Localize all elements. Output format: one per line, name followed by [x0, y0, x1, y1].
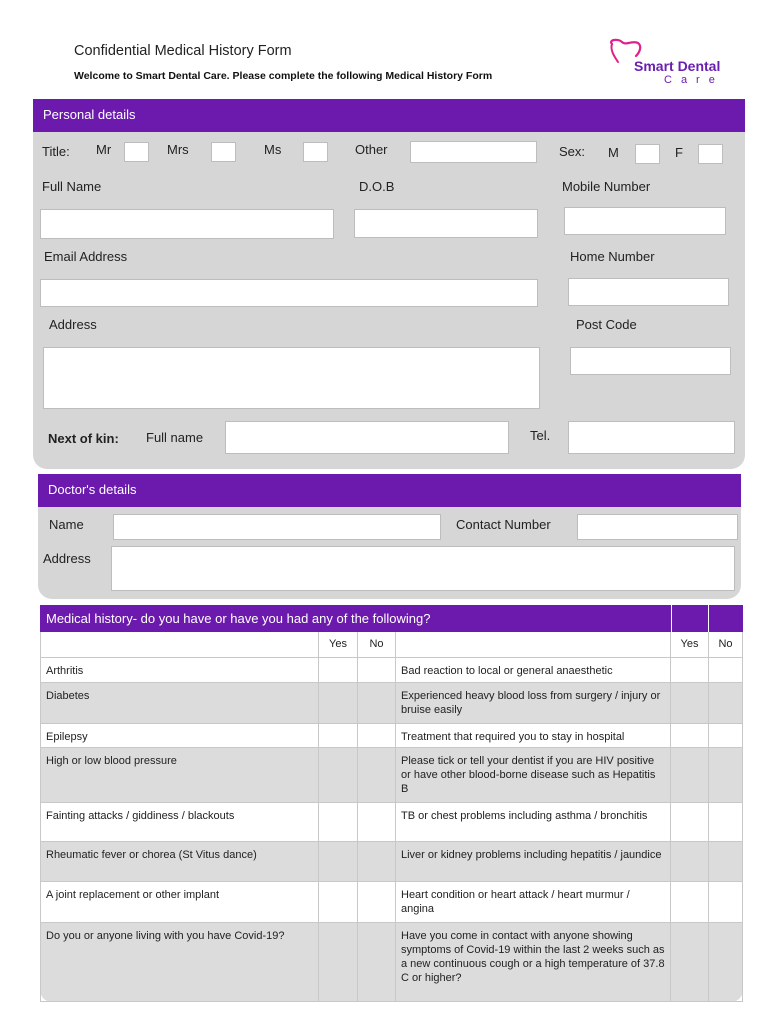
sex-male-label: M [608, 145, 619, 160]
no-checkbox[interactable] [709, 842, 743, 882]
yes-checkbox[interactable] [671, 842, 709, 882]
address-label: Address [49, 317, 97, 332]
yes-checkbox[interactable] [319, 803, 358, 842]
next-of-kin-tel-input[interactable] [568, 421, 735, 454]
column-header-blank [40, 632, 319, 658]
condition-left: A joint replacement or other implant [40, 882, 319, 923]
header-divider [708, 605, 709, 632]
title-ms-label: Ms [264, 142, 282, 157]
no-checkbox[interactable] [358, 803, 396, 842]
title-mrs-checkbox[interactable] [211, 142, 236, 162]
no-checkbox[interactable] [709, 683, 743, 724]
email-address-input[interactable] [40, 279, 538, 307]
no-checkbox[interactable] [358, 748, 396, 803]
no-checkbox[interactable] [358, 683, 396, 724]
form-title: Confidential Medical History Form [74, 43, 292, 59]
doctor-contact-label: Contact Number [456, 517, 551, 532]
condition-left: Epilepsy [40, 724, 319, 748]
next-of-kin-tel-label: Tel. [530, 428, 551, 443]
smart-dental-logo [606, 38, 731, 90]
condition-right: Heart condition or heart attack / heart murmur / angina [396, 882, 671, 923]
no-checkbox[interactable] [358, 842, 396, 882]
condition-left: High or low blood pressure [40, 748, 319, 803]
yes-checkbox[interactable] [671, 658, 709, 683]
column-header-row [40, 632, 743, 658]
no-checkbox[interactable] [358, 724, 396, 748]
personal-details-panel [33, 99, 745, 469]
title-mr-checkbox[interactable] [124, 142, 149, 162]
no-checkbox[interactable] [709, 923, 743, 1002]
title-mrs-label: Mrs [167, 142, 189, 157]
yes-checkbox[interactable] [319, 882, 358, 923]
yes-checkbox[interactable] [671, 683, 709, 724]
yes-checkbox[interactable] [319, 923, 358, 1002]
title-label: Title: [42, 144, 70, 159]
doctor-details-panel [38, 474, 741, 599]
full-name-input[interactable] [40, 209, 334, 239]
condition-left: Diabetes [40, 683, 319, 724]
column-header-no: No [709, 632, 743, 658]
doctor-name-input[interactable] [113, 514, 441, 540]
medical-history-table [40, 605, 743, 1002]
column-header-yes: Yes [319, 632, 358, 658]
no-checkbox[interactable] [709, 748, 743, 803]
table-row [40, 803, 743, 842]
yes-checkbox[interactable] [671, 803, 709, 842]
next-of-kin-label: Next of kin: [48, 431, 119, 446]
condition-right: Bad reaction to local or general anaesthetic [396, 658, 671, 683]
condition-left: Arthritis [40, 658, 319, 683]
post-code-label: Post Code [576, 317, 637, 332]
next-of-kin-name-input[interactable] [225, 421, 509, 454]
condition-right: Experienced heavy blood loss from surgery / injury or bruise easily [396, 683, 671, 724]
mobile-number-label: Mobile Number [562, 179, 651, 194]
table-row [40, 842, 743, 882]
title-other-label: Other [355, 142, 388, 157]
header-divider [671, 605, 672, 632]
table-row [40, 724, 743, 748]
doctor-name-label: Name [49, 517, 84, 532]
yes-checkbox[interactable] [671, 748, 709, 803]
yes-checkbox[interactable] [319, 842, 358, 882]
home-number-input[interactable] [568, 278, 729, 306]
no-checkbox[interactable] [709, 882, 743, 923]
table-row [40, 748, 743, 803]
condition-right: Liver or kidney problems including hepatitis / jaundice [396, 842, 671, 882]
no-checkbox[interactable] [358, 923, 396, 1002]
condition-right: TB or chest problems including asthma / bronchitis [396, 803, 671, 842]
form-subtitle: Welcome to Smart Dental Care. Please complete the following Medical History Form [74, 70, 493, 82]
no-checkbox[interactable] [709, 658, 743, 683]
sex-male-checkbox[interactable] [635, 144, 660, 164]
yes-checkbox[interactable] [671, 882, 709, 923]
yes-checkbox[interactable] [319, 748, 358, 803]
doctor-address-label: Address [43, 551, 91, 566]
condition-left: Do you or anyone living with you have Covid-19? [40, 923, 319, 1002]
condition-right: Have you come in contact with anyone showing symptoms of Covid-19 within the last 2 weeks such as a new continuous cough or a high temperature of 37.8 C or higher? [396, 923, 671, 1002]
column-header-blank [396, 632, 671, 658]
table-row [40, 882, 743, 923]
yes-checkbox[interactable] [671, 724, 709, 748]
medical-history-heading: Medical history- do you have or have you had any of the following? [46, 611, 431, 626]
doctor-address-input[interactable] [111, 546, 735, 591]
title-ms-checkbox[interactable] [303, 142, 328, 162]
no-checkbox[interactable] [709, 724, 743, 748]
doctor-contact-input[interactable] [577, 514, 738, 540]
column-header-no: No [358, 632, 396, 658]
title-mr-label: Mr [96, 142, 112, 157]
post-code-input[interactable] [570, 347, 731, 375]
email-address-label: Email Address [44, 249, 128, 264]
condition-right: Please tick or tell your dentist if you are HIV positive or have other blood-borne disease such as Hepatitis B [396, 748, 671, 803]
logo-name: Smart Dental [634, 58, 721, 74]
yes-checkbox[interactable] [319, 683, 358, 724]
condition-right: Treatment that required you to stay in hospital [396, 724, 671, 748]
table-row [40, 658, 743, 683]
sex-female-checkbox[interactable] [698, 144, 723, 164]
sex-female-label: F [675, 145, 683, 160]
table-row [40, 923, 743, 1002]
no-checkbox[interactable] [709, 803, 743, 842]
yes-checkbox[interactable] [319, 658, 358, 683]
logo-sub: Care [664, 74, 724, 86]
full-name-label: Full Name [42, 179, 102, 194]
dob-label: D.O.B [359, 179, 395, 194]
condition-left: Fainting attacks / giddiness / blackouts [40, 803, 319, 842]
column-header-yes: Yes [671, 632, 709, 658]
next-of-kin-name-label: Full name [146, 430, 204, 445]
table-row [40, 683, 743, 724]
mobile-number-input[interactable] [564, 207, 726, 235]
yes-checkbox[interactable] [319, 724, 358, 748]
home-number-label: Home Number [570, 249, 655, 264]
yes-checkbox[interactable] [671, 923, 709, 1002]
title-other-input[interactable] [410, 141, 537, 163]
medical-history-header [40, 605, 743, 632]
personal-details-heading: Personal details [33, 99, 745, 132]
no-checkbox[interactable] [358, 658, 396, 683]
sex-label: Sex: [559, 144, 586, 159]
address-input[interactable] [43, 347, 540, 409]
dob-input[interactable] [354, 209, 538, 238]
doctor-details-heading: Doctor's details [38, 474, 741, 507]
no-checkbox[interactable] [358, 882, 396, 923]
condition-left: Rheumatic fever or chorea (St Vitus dance) [40, 842, 319, 882]
